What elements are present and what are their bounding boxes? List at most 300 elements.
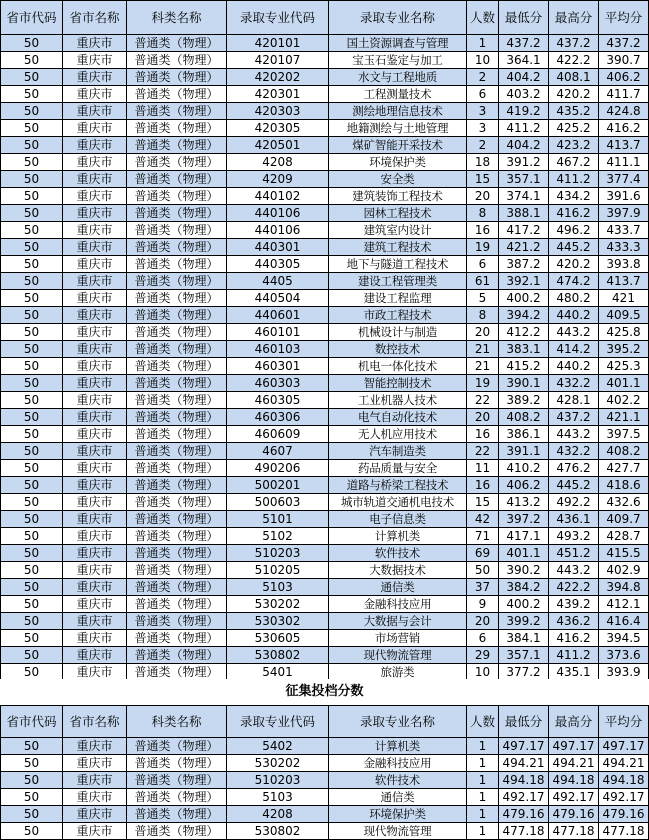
count-cell: 16 <box>467 477 499 494</box>
province-name-cell: 重庆市 <box>63 392 127 409</box>
province-code-cell: 50 <box>1 579 63 596</box>
max-score-cell: 422.2 <box>549 579 599 596</box>
max-score-cell: 479.16 <box>549 806 599 823</box>
count-cell: 11 <box>467 460 499 477</box>
major-code-cell: 5401 <box>227 664 329 681</box>
major-code-cell: 5103 <box>227 579 329 596</box>
major-name-cell: 药品质量与安全 <box>329 460 467 477</box>
max-score-cell: 436.2 <box>549 613 599 630</box>
min-score-cell: 404.2 <box>499 137 549 154</box>
header-min-score: 最低分 <box>499 706 549 738</box>
min-score-cell: 413.2 <box>499 494 549 511</box>
max-score-cell: 443.2 <box>549 426 599 443</box>
province-code-cell: 50 <box>1 35 63 52</box>
province-code-cell: 50 <box>1 290 63 307</box>
count-cell: 6 <box>467 86 499 103</box>
count-cell: 20 <box>467 613 499 630</box>
major-name-cell: 地籍测绘与土地管理 <box>329 120 467 137</box>
max-score-cell: 445.2 <box>549 477 599 494</box>
avg-score-cell: 395.2 <box>599 341 649 358</box>
subject-category-cell: 普通类（物理） <box>127 664 227 681</box>
avg-score-cell: 390.7 <box>599 52 649 69</box>
major-code-cell: 510203 <box>227 772 329 789</box>
header-province-name: 省市名称 <box>63 706 127 738</box>
count-cell: 1 <box>467 789 499 806</box>
avg-score-cell: 408.2 <box>599 443 649 460</box>
province-name-cell: 重庆市 <box>63 188 127 205</box>
table-row <box>1 341 649 358</box>
count-cell: 15 <box>467 171 499 188</box>
avg-score-cell: 377.4 <box>599 171 649 188</box>
table-row <box>1 392 649 409</box>
count-cell: 10 <box>467 52 499 69</box>
max-score-cell: 474.2 <box>549 273 599 290</box>
avg-score-cell: 413.7 <box>599 137 649 154</box>
min-score-cell: 389.2 <box>499 392 549 409</box>
province-code-cell: 50 <box>1 806 63 823</box>
major-code-cell: 440106 <box>227 205 329 222</box>
major-code-cell: 530202 <box>227 596 329 613</box>
max-score-cell: 435.2 <box>549 103 599 120</box>
subject-category-cell: 普通类（物理） <box>127 511 227 528</box>
province-name-cell: 重庆市 <box>63 205 127 222</box>
subject-category-cell: 普通类（物理） <box>127 256 227 273</box>
count-cell: 3 <box>467 120 499 137</box>
avg-score-cell: 373.6 <box>599 647 649 664</box>
table-row <box>1 409 649 426</box>
avg-score-cell: 421 <box>599 290 649 307</box>
avg-score-cell: 391.6 <box>599 188 649 205</box>
major-code-cell: 530802 <box>227 647 329 664</box>
min-score-cell: 417.2 <box>499 222 549 239</box>
table-row <box>1 205 649 222</box>
max-score-cell: 497.17 <box>549 738 599 755</box>
avg-score-cell: 411.7 <box>599 86 649 103</box>
province-code-cell: 50 <box>1 647 63 664</box>
min-score-cell: 392.1 <box>499 273 549 290</box>
max-score-cell: 432.2 <box>549 443 599 460</box>
subject-category-cell: 普通类（物理） <box>127 324 227 341</box>
count-cell: 19 <box>467 375 499 392</box>
major-name-cell: 机电一体化技术 <box>329 358 467 375</box>
subject-category-cell: 普通类（物理） <box>127 755 227 772</box>
subject-category-cell: 普通类（物理） <box>127 154 227 171</box>
count-cell: 1 <box>467 755 499 772</box>
table-row <box>1 772 649 789</box>
max-score-cell: 440.2 <box>549 307 599 324</box>
major-name-cell: 建设工程管理类 <box>329 273 467 290</box>
major-name-cell: 数控技术 <box>329 341 467 358</box>
header-province-name: 省市名称 <box>63 1 127 35</box>
avg-score-cell: 409.5 <box>599 307 649 324</box>
major-code-cell: 530302 <box>227 613 329 630</box>
max-score-cell: 443.2 <box>549 562 599 579</box>
major-code-cell: 530202 <box>227 755 329 772</box>
province-code-cell: 50 <box>1 86 63 103</box>
header-max-score: 最高分 <box>549 1 599 35</box>
max-score-cell: 492.2 <box>549 494 599 511</box>
major-name-cell: 市场营销 <box>329 630 467 647</box>
major-code-cell: 4208 <box>227 154 329 171</box>
max-score-cell: 494.21 <box>549 755 599 772</box>
subject-category-cell: 普通类（物理） <box>127 528 227 545</box>
major-code-cell: 500201 <box>227 477 329 494</box>
count-cell: 22 <box>467 392 499 409</box>
avg-score-cell: 477.18 <box>599 823 649 840</box>
avg-score-cell: 406.2 <box>599 69 649 86</box>
count-cell: 15 <box>467 494 499 511</box>
count-cell: 21 <box>467 358 499 375</box>
table-row <box>1 528 649 545</box>
province-name-cell: 重庆市 <box>63 171 127 188</box>
major-code-cell: 460103 <box>227 341 329 358</box>
avg-score-cell: 425.3 <box>599 358 649 375</box>
max-score-cell: 422.2 <box>549 52 599 69</box>
province-name-cell: 重庆市 <box>63 579 127 596</box>
max-score-cell: 435.1 <box>549 664 599 681</box>
max-score-cell: 439.2 <box>549 596 599 613</box>
province-code-cell: 50 <box>1 341 63 358</box>
avg-score-cell: 416.4 <box>599 613 649 630</box>
header-major-name: 录取专业名称 <box>329 1 467 35</box>
min-score-cell: 388.1 <box>499 205 549 222</box>
count-cell: 1 <box>467 35 499 52</box>
avg-score-cell: 479.16 <box>599 806 649 823</box>
province-name-cell: 重庆市 <box>63 613 127 630</box>
max-score-cell: 420.2 <box>549 256 599 273</box>
major-name-cell: 建筑装饰工程技术 <box>329 188 467 205</box>
province-code-cell: 50 <box>1 120 63 137</box>
count-cell: 6 <box>467 630 499 647</box>
subject-category-cell: 普通类（物理） <box>127 239 227 256</box>
max-score-cell: 451.2 <box>549 545 599 562</box>
major-code-cell: 460303 <box>227 375 329 392</box>
subject-category-cell: 普通类（物理） <box>127 69 227 86</box>
major-name-cell: 无人机应用技术 <box>329 426 467 443</box>
subject-category-cell: 普通类（物理） <box>127 806 227 823</box>
province-name-cell: 重庆市 <box>63 460 127 477</box>
province-code-cell: 50 <box>1 239 63 256</box>
table-row <box>1 806 649 823</box>
subject-category-cell: 普通类（物理） <box>127 409 227 426</box>
major-code-cell: 440601 <box>227 307 329 324</box>
province-code-cell: 50 <box>1 222 63 239</box>
province-code-cell: 50 <box>1 171 63 188</box>
subject-category-cell: 普通类（物理） <box>127 52 227 69</box>
province-code-cell: 50 <box>1 188 63 205</box>
header-province-code: 省市代码 <box>1 706 63 738</box>
header-major-code: 录取专业代码 <box>227 706 329 738</box>
min-score-cell: 437.2 <box>499 35 549 52</box>
table-row <box>1 596 649 613</box>
major-name-cell: 大数据技术 <box>329 562 467 579</box>
province-name-cell: 重庆市 <box>63 630 127 647</box>
province-code-cell: 50 <box>1 477 63 494</box>
supplementary-section-title: 征集投档分数 <box>0 679 649 705</box>
major-name-cell: 园林工程技术 <box>329 205 467 222</box>
major-name-cell: 安全类 <box>329 171 467 188</box>
province-name-cell: 重庆市 <box>63 35 127 52</box>
table-row <box>1 664 649 681</box>
province-code-cell: 50 <box>1 137 63 154</box>
max-score-cell: 416.2 <box>549 205 599 222</box>
major-code-cell: 420305 <box>227 120 329 137</box>
count-cell: 37 <box>467 579 499 596</box>
province-name-cell: 重庆市 <box>63 239 127 256</box>
min-score-cell: 479.16 <box>499 806 549 823</box>
subject-category-cell: 普通类（物理） <box>127 307 227 324</box>
max-score-cell: 492.17 <box>549 789 599 806</box>
avg-score-cell: 427.7 <box>599 460 649 477</box>
table-row <box>1 579 649 596</box>
avg-score-cell: 497.17 <box>599 738 649 755</box>
min-score-cell: 397.2 <box>499 511 549 528</box>
major-name-cell: 现代物流管理 <box>329 823 467 840</box>
major-code-cell: 440504 <box>227 290 329 307</box>
province-code-cell: 50 <box>1 443 63 460</box>
min-score-cell: 357.1 <box>499 171 549 188</box>
subject-category-cell: 普通类（物理） <box>127 647 227 664</box>
count-cell: 9 <box>467 596 499 613</box>
table-row <box>1 426 649 443</box>
major-name-cell: 水文与工程地质 <box>329 69 467 86</box>
major-name-cell: 电气自动化技术 <box>329 409 467 426</box>
province-name-cell: 重庆市 <box>63 86 127 103</box>
province-code-cell: 50 <box>1 613 63 630</box>
major-name-cell: 建筑工程技术 <box>329 239 467 256</box>
min-score-cell: 419.2 <box>499 103 549 120</box>
min-score-cell: 377.2 <box>499 664 549 681</box>
major-code-cell: 420202 <box>227 69 329 86</box>
major-name-cell: 道路与桥梁工程技术 <box>329 477 467 494</box>
province-name-cell: 重庆市 <box>63 222 127 239</box>
major-name-cell: 机械设计与制造 <box>329 324 467 341</box>
major-name-cell: 软件技术 <box>329 772 467 789</box>
province-name-cell: 重庆市 <box>63 806 127 823</box>
major-code-cell: 440102 <box>227 188 329 205</box>
major-code-cell: 420501 <box>227 137 329 154</box>
header-subject-category: 科类名称 <box>127 1 227 35</box>
province-code-cell: 50 <box>1 154 63 171</box>
major-code-cell: 5101 <box>227 511 329 528</box>
province-name-cell: 重庆市 <box>63 273 127 290</box>
province-name-cell: 重庆市 <box>63 755 127 772</box>
count-cell: 29 <box>467 647 499 664</box>
max-score-cell: 408.1 <box>549 69 599 86</box>
min-score-cell: 391.2 <box>499 154 549 171</box>
province-name-cell: 重庆市 <box>63 443 127 460</box>
min-score-cell: 494.21 <box>499 755 549 772</box>
subject-category-cell: 普通类（物理） <box>127 460 227 477</box>
avg-score-cell: 412.1 <box>599 596 649 613</box>
province-code-cell: 50 <box>1 823 63 840</box>
count-cell: 2 <box>467 137 499 154</box>
count-cell: 61 <box>467 273 499 290</box>
province-name-cell: 重庆市 <box>63 426 127 443</box>
max-score-cell: 467.2 <box>549 154 599 171</box>
min-score-cell: 406.2 <box>499 477 549 494</box>
table-row <box>1 460 649 477</box>
min-score-cell: 497.17 <box>499 738 549 755</box>
max-score-cell: 411.2 <box>549 171 599 188</box>
subject-category-cell: 普通类（物理） <box>127 579 227 596</box>
table-row <box>1 324 649 341</box>
subject-category-cell: 普通类（物理） <box>127 562 227 579</box>
table-row <box>1 823 649 840</box>
min-score-cell: 411.2 <box>499 120 549 137</box>
subject-category-cell: 普通类（物理） <box>127 222 227 239</box>
major-code-cell: 4607 <box>227 443 329 460</box>
subject-category-cell: 普通类（物理） <box>127 205 227 222</box>
header-avg-score: 平均分 <box>599 706 649 738</box>
major-code-cell: 5103 <box>227 789 329 806</box>
count-cell: 42 <box>467 511 499 528</box>
avg-score-cell: 394.5 <box>599 630 649 647</box>
header-count: 人数 <box>467 706 499 738</box>
max-score-cell: 420.2 <box>549 86 599 103</box>
table-row <box>1 307 649 324</box>
min-score-cell: 394.2 <box>499 307 549 324</box>
major-code-cell: 510203 <box>227 545 329 562</box>
avg-score-cell: 409.7 <box>599 511 649 528</box>
count-cell: 1 <box>467 738 499 755</box>
table-row <box>1 35 649 52</box>
major-code-cell: 420101 <box>227 35 329 52</box>
min-score-cell: 387.2 <box>499 256 549 273</box>
subject-category-cell: 普通类（物理） <box>127 358 227 375</box>
table-header-row <box>1 1 649 35</box>
province-code-cell: 50 <box>1 324 63 341</box>
province-name-cell: 重庆市 <box>63 290 127 307</box>
avg-score-cell: 421.1 <box>599 409 649 426</box>
province-name-cell: 重庆市 <box>63 120 127 137</box>
subject-category-cell: 普通类（物理） <box>127 823 227 840</box>
min-score-cell: 390.1 <box>499 375 549 392</box>
major-name-cell: 计算机类 <box>329 738 467 755</box>
header-subject-category: 科类名称 <box>127 706 227 738</box>
table-row <box>1 738 649 755</box>
max-score-cell: 425.2 <box>549 120 599 137</box>
province-code-cell: 50 <box>1 528 63 545</box>
major-code-cell: 420301 <box>227 86 329 103</box>
avg-score-cell: 397.5 <box>599 426 649 443</box>
major-name-cell: 建筑室内设计 <box>329 222 467 239</box>
max-score-cell: 414.2 <box>549 341 599 358</box>
major-code-cell: 460305 <box>227 392 329 409</box>
province-name-cell: 重庆市 <box>63 307 127 324</box>
max-score-cell: 416.2 <box>549 630 599 647</box>
major-name-cell: 汽车制造类 <box>329 443 467 460</box>
major-code-cell: 440301 <box>227 239 329 256</box>
major-name-cell: 测绘地理信息技术 <box>329 103 467 120</box>
major-code-cell: 460306 <box>227 409 329 426</box>
province-code-cell: 50 <box>1 664 63 681</box>
avg-score-cell: 437.2 <box>599 35 649 52</box>
major-name-cell: 工业机器人技术 <box>329 392 467 409</box>
major-code-cell: 440106 <box>227 222 329 239</box>
major-name-cell: 环境保护类 <box>329 806 467 823</box>
min-score-cell: 383.1 <box>499 341 549 358</box>
max-score-cell: 494.18 <box>549 772 599 789</box>
major-name-cell: 通信类 <box>329 789 467 806</box>
major-name-cell: 煤矿智能开采技术 <box>329 137 467 154</box>
count-cell: 69 <box>467 545 499 562</box>
province-code-cell: 50 <box>1 205 63 222</box>
min-score-cell: 357.1 <box>499 647 549 664</box>
count-cell: 8 <box>467 205 499 222</box>
major-code-cell: 4208 <box>227 806 329 823</box>
major-name-cell: 国土资源调查与管理 <box>329 35 467 52</box>
major-name-cell: 智能控制技术 <box>329 375 467 392</box>
major-code-cell: 4405 <box>227 273 329 290</box>
province-name-cell: 重庆市 <box>63 324 127 341</box>
subject-category-cell: 普通类（物理） <box>127 375 227 392</box>
province-name-cell: 重庆市 <box>63 103 127 120</box>
subject-category-cell: 普通类（物理） <box>127 596 227 613</box>
count-cell: 3 <box>467 103 499 120</box>
min-score-cell: 390.2 <box>499 562 549 579</box>
subject-category-cell: 普通类（物理） <box>127 137 227 154</box>
count-cell: 1 <box>467 806 499 823</box>
avg-score-cell: 397.9 <box>599 205 649 222</box>
province-name-cell: 重庆市 <box>63 137 127 154</box>
major-code-cell: 5402 <box>227 738 329 755</box>
province-name-cell: 重庆市 <box>63 358 127 375</box>
province-name-cell: 重庆市 <box>63 256 127 273</box>
count-cell: 20 <box>467 409 499 426</box>
header-count: 人数 <box>467 1 499 35</box>
province-code-cell: 50 <box>1 392 63 409</box>
province-code-cell: 50 <box>1 69 63 86</box>
major-name-cell: 通信类 <box>329 579 467 596</box>
table-row <box>1 290 649 307</box>
avg-score-cell: 413.7 <box>599 273 649 290</box>
major-name-cell: 现代物流管理 <box>329 647 467 664</box>
count-cell: 1 <box>467 772 499 789</box>
province-code-cell: 50 <box>1 52 63 69</box>
major-name-cell: 旅游类 <box>329 664 467 681</box>
province-code-cell: 50 <box>1 358 63 375</box>
table-row <box>1 273 649 290</box>
max-score-cell: 496.2 <box>549 222 599 239</box>
count-cell: 20 <box>467 324 499 341</box>
header-major-code: 录取专业代码 <box>227 1 329 35</box>
count-cell: 16 <box>467 426 499 443</box>
min-score-cell: 415.2 <box>499 358 549 375</box>
min-score-cell: 400.2 <box>499 596 549 613</box>
major-name-cell: 地下与隧道工程技术 <box>329 256 467 273</box>
min-score-cell: 494.18 <box>499 772 549 789</box>
table-row <box>1 375 649 392</box>
min-score-cell: 403.2 <box>499 86 549 103</box>
province-code-cell: 50 <box>1 630 63 647</box>
max-score-cell: 480.2 <box>549 290 599 307</box>
table-row <box>1 154 649 171</box>
count-cell: 50 <box>467 562 499 579</box>
province-name-cell: 重庆市 <box>63 789 127 806</box>
table-row <box>1 52 649 69</box>
max-score-cell: 443.2 <box>549 324 599 341</box>
table-row <box>1 120 649 137</box>
major-name-cell: 建设工程监理 <box>329 290 467 307</box>
province-code-cell: 50 <box>1 409 63 426</box>
major-code-cell: 460609 <box>227 426 329 443</box>
subject-category-cell: 普通类（物理） <box>127 103 227 120</box>
avg-score-cell: 494.21 <box>599 755 649 772</box>
min-score-cell: 384.2 <box>499 579 549 596</box>
major-code-cell: 4209 <box>227 171 329 188</box>
subject-category-cell: 普通类（物理） <box>127 477 227 494</box>
